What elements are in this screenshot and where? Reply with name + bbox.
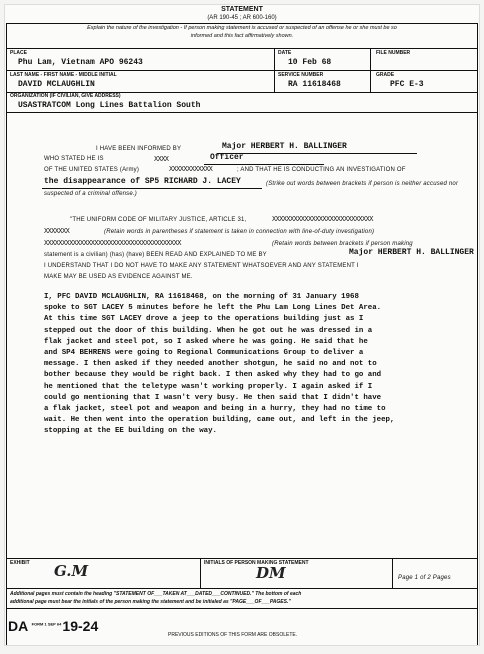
officer-value: Officer (210, 153, 244, 162)
file-number-label: FILE NUMBER (376, 50, 411, 56)
statement-line: he mentioned that the teletype wasn't working properly. I again asked if I (44, 382, 373, 391)
struck-text-5: XXXXXXXXXXXXXXXXXXXXXXXXXXXXXXXXXXXXXX (44, 240, 181, 248)
instruction-line-1: Explain the nature of the investigation - If person making statement is accused or suspected of an offense he or she must be so (87, 25, 397, 31)
suspected-label: suspected of a criminal offense.) (44, 191, 137, 197)
struck-text-2: XXXXXXXXXXXX (169, 166, 213, 174)
retain-words-note: (Retain words in parentheses if statement is taken in connection with line-of-duty investigation) (104, 229, 375, 235)
grade-value: PFC E-3 (390, 80, 424, 89)
statement-line: stopping at the EE building on the way. (44, 427, 217, 436)
page-count: Page 1 of 2 Pages (398, 575, 451, 581)
name-value: DAVID MCLAUGHLIN (18, 80, 95, 89)
stated-he-is-label: WHO STATED HE IS (44, 156, 104, 162)
statement-line: stepped out the door of this building. When he got out he was dressed in a (44, 326, 373, 335)
explained-label: statement is a civilian) (has) (have) BEEN READ AND EXPLAINED TO ME BY (44, 252, 267, 258)
statement-line: spoke to SGT LACEY 5 minutes before he left the Phu Lam Long Lines Det Area. (44, 304, 382, 313)
grade-label: GRADE (376, 72, 395, 78)
struck-text-1: XXXX (154, 156, 169, 164)
statement-line: message. I then asked if they needed another shotgun, he said no and not to (44, 360, 377, 369)
statement-line: could go mentioning that I wasn't very busy. He then said that I didn't have (44, 393, 382, 402)
organization-value: USASTRATCOM Long Lines Battalion South (18, 101, 201, 110)
statement-body (44, 292, 474, 438)
name-label: LAST NAME - FIRST NAME - MIDDLE INITIAL (10, 72, 117, 78)
additional-pages-note-2: additional page must bear the initials of the person making the statement and be initialed as "PAGE___OF___PAGES." (10, 599, 291, 605)
statement-line: At this time SGT LACEY drove a jeep to the operations building just as I (44, 315, 364, 324)
statement-line: I, PFC DAVID MCLAUGHLIN, RA 11618468, on the morning of 31 January 1968 (44, 293, 359, 301)
strike-out-note: (Strike out words between brackets if person is neither accused nor (266, 181, 459, 187)
struck-text-3: XXXXXXXXXXXXXXXXXXXXXXXXXXXX (272, 216, 373, 224)
investigation-subject: the disappearance of SP5 RICHARD J. LACEY (44, 177, 241, 186)
explained-by-value: Major HERBERT H. BALLINGER (349, 248, 474, 257)
evidence-label: MAKE MAY BE USED AS EVIDENCE AGAINST ME. (44, 274, 193, 280)
ucmj-label: "THE UNIFORM CODE OF MILITARY JUSTICE, ARTICLE 31, (70, 217, 247, 223)
service-number-label: SERVICE NUMBER (278, 72, 324, 78)
exhibit-label: EXHIBIT (10, 560, 30, 566)
investigation-label: ; AND THAT HE IS CONDUCTING AN INVESTIGATION OF (237, 167, 406, 173)
previous-editions-note: PREVIOUS EDITIONS OF THIS FORM ARE OBSOLETE. (168, 632, 298, 638)
retain-brackets-note: (Retain words between brackets if person making (272, 241, 413, 247)
date-label: DATE (278, 50, 292, 56)
additional-pages-note-1: Additional pages must contain the heading "STATEMENT OF___TAKEN AT___DATED___CONTINUED." The bottom of each (10, 591, 302, 597)
service-number-value: RA 11618468 (288, 80, 341, 89)
statement-line: bother because they would be right back. I then asked why they had to go and (44, 371, 382, 380)
date-value: 10 Feb 68 (288, 58, 332, 67)
place-label: PLACE (10, 50, 27, 56)
form-id: DA $^{FORM 1 SEP 64}$ 19-24 (8, 618, 99, 634)
form-title: STATEMENT (221, 6, 263, 13)
instruction-line-2: informed and this fact affirmatively shown. (190, 33, 294, 39)
statement-line: and SP4 BEHRENS were going to Regional Communications Group to deliver a (44, 349, 364, 358)
statement-line: wait. He then went into the operation building, came out, and left in the jeep, (44, 416, 395, 425)
understand-label: I UNDERSTAND THAT I DO NOT HAVE TO MAKE ANY STATEMENT WHATSOEVER AND ANY STATEMENT I (44, 263, 359, 269)
informed-by-label: I HAVE BEEN INFORMED BY (96, 146, 182, 152)
informed-by-value: Major HERBERT H. BALLINGER (222, 142, 347, 151)
exhibit-handwritten: G.M (54, 562, 89, 580)
statement-form (4, 4, 480, 646)
form-regulation: (AR 190-45 ; AR 600-160) (207, 15, 277, 21)
initials-label: INITIALS OF PERSON MAKING STATEMENT (204, 560, 309, 566)
organization-label: ORGANIZATION (IF CIVILIAN, GIVE ADDRESS) (10, 93, 121, 99)
statement-line: flak jacket and steel pot, so I asked where he was going. He said that he (44, 337, 368, 346)
statement-line: a flak jacket, steel pot and weapon and being in a hurry, they had no time to (44, 405, 386, 414)
initials-handwritten: DM (256, 564, 286, 582)
place-value: Phu Lam, Vietnam APO 96243 (18, 58, 143, 67)
struck-text-4: XXXXXXX (44, 228, 70, 236)
of-the-us-label: OF THE UNITED STATES (Army) (44, 167, 140, 173)
